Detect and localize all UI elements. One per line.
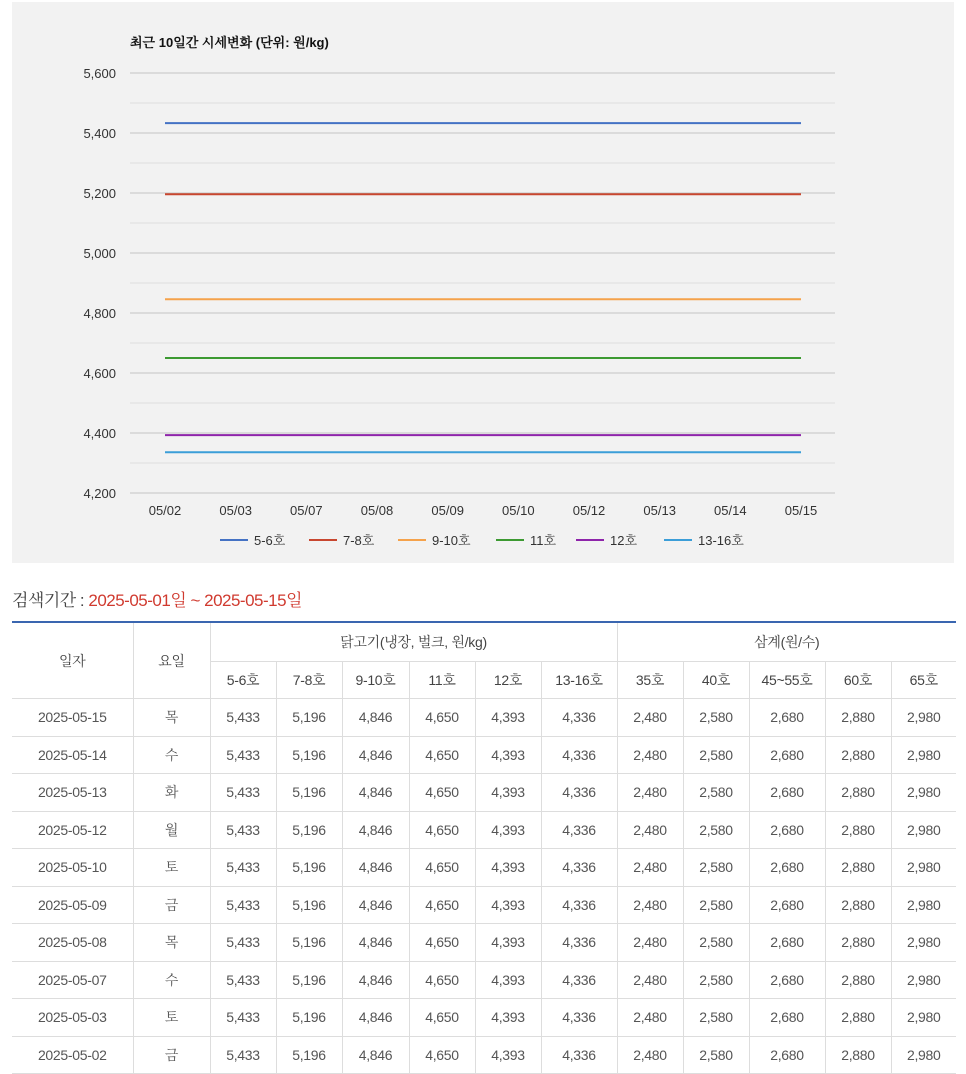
cell-price: 2,880 xyxy=(825,886,891,924)
cell-price: 2,880 xyxy=(825,1036,891,1074)
cell-price: 4,393 xyxy=(475,924,541,962)
cell-price: 4,393 xyxy=(475,774,541,812)
cell-price: 4,846 xyxy=(342,924,409,962)
cell-price: 4,650 xyxy=(409,1036,475,1074)
cell-date: 2025-05-14 xyxy=(12,736,133,774)
table-row xyxy=(12,811,956,849)
price-chart xyxy=(12,2,954,563)
cell-date: 2025-05-02 xyxy=(12,1036,133,1074)
cell-price: 2,980 xyxy=(891,924,956,962)
table-row xyxy=(12,961,956,999)
cell-price: 2,880 xyxy=(825,811,891,849)
cell-price: 5,433 xyxy=(210,886,276,924)
cell-price: 2,480 xyxy=(617,849,683,887)
header-grade: 35호 xyxy=(617,662,683,699)
search-period-range: 2025-05-01일 ~ 2025-05-15일 xyxy=(88,591,302,610)
cell-price: 4,336 xyxy=(541,699,617,737)
x-tick-label: 05/09 xyxy=(431,503,464,518)
cell-price: 5,433 xyxy=(210,999,276,1037)
cell-day: 수 xyxy=(133,736,210,774)
header-grade: 11호 xyxy=(409,662,475,699)
cell-date: 2025-05-10 xyxy=(12,849,133,887)
y-tick-label: 5,400 xyxy=(83,126,116,141)
cell-date: 2025-05-07 xyxy=(12,961,133,999)
cell-price: 5,196 xyxy=(276,811,342,849)
cell-day: 금 xyxy=(133,886,210,924)
y-tick-label: 5,000 xyxy=(83,246,116,261)
cell-price: 5,433 xyxy=(210,811,276,849)
y-tick-label: 5,200 xyxy=(83,186,116,201)
legend-label: 13-16호 xyxy=(698,533,744,548)
header-grade: 7-8호 xyxy=(276,662,342,699)
cell-price: 5,433 xyxy=(210,849,276,887)
cell-price: 4,846 xyxy=(342,699,409,737)
cell-day: 목 xyxy=(133,699,210,737)
cell-price: 5,433 xyxy=(210,961,276,999)
cell-price: 4,650 xyxy=(409,999,475,1037)
header-day: 요일 xyxy=(133,622,210,699)
cell-price: 4,846 xyxy=(342,849,409,887)
chart-title: 최근 10일간 시세변화 (단위: 원/kg) xyxy=(130,35,329,50)
legend-label: 12호 xyxy=(610,533,638,548)
cell-price: 2,480 xyxy=(617,699,683,737)
cell-price: 4,650 xyxy=(409,924,475,962)
cell-price: 2,880 xyxy=(825,849,891,887)
cell-price: 2,880 xyxy=(825,699,891,737)
cell-price: 2,680 xyxy=(749,699,825,737)
cell-price: 4,393 xyxy=(475,1036,541,1074)
price-chart-svg xyxy=(12,2,954,563)
legend-label: 9-10호 xyxy=(432,533,471,548)
cell-price: 2,880 xyxy=(825,999,891,1037)
cell-price: 2,980 xyxy=(891,1036,956,1074)
cell-price: 2,980 xyxy=(891,999,956,1037)
cell-price: 4,393 xyxy=(475,699,541,737)
header-grade: 13-16호 xyxy=(541,662,617,699)
cell-price: 5,433 xyxy=(210,736,276,774)
cell-price: 2,480 xyxy=(617,961,683,999)
cell-price: 4,650 xyxy=(409,736,475,774)
x-tick-label: 05/08 xyxy=(360,503,394,518)
header-grade: 12호 xyxy=(475,662,541,699)
cell-price: 4,846 xyxy=(342,1036,409,1074)
cell-price: 5,433 xyxy=(210,924,276,962)
table-row xyxy=(12,1036,956,1074)
cell-price: 4,650 xyxy=(409,774,475,812)
x-tick-label: 05/10 xyxy=(502,503,535,518)
cell-price: 2,680 xyxy=(749,999,825,1037)
cell-price: 2,580 xyxy=(683,849,749,887)
y-tick-label: 4,600 xyxy=(83,366,116,381)
cell-price: 4,650 xyxy=(409,849,475,887)
cell-price: 5,433 xyxy=(210,699,276,737)
cell-day: 수 xyxy=(133,961,210,999)
header-grade: 60호 xyxy=(825,662,891,699)
cell-price: 4,846 xyxy=(342,999,409,1037)
cell-price: 4,336 xyxy=(541,924,617,962)
cell-price: 2,980 xyxy=(891,961,956,999)
y-tick-label: 4,800 xyxy=(83,306,116,321)
header-chicken-group: 닭고기(냉장, 벌크, 원/kg) xyxy=(210,622,617,662)
cell-price: 2,880 xyxy=(825,924,891,962)
y-tick-label: 5,600 xyxy=(83,66,116,81)
y-tick-label: 4,400 xyxy=(83,426,116,441)
cell-price: 2,580 xyxy=(683,961,749,999)
x-tick-label: 05/07 xyxy=(290,503,323,518)
x-tick-label: 05/14 xyxy=(714,503,747,518)
cell-price: 4,393 xyxy=(475,736,541,774)
cell-price: 2,680 xyxy=(749,924,825,962)
table-row xyxy=(12,849,956,887)
cell-price: 4,336 xyxy=(541,736,617,774)
cell-price: 2,680 xyxy=(749,774,825,812)
cell-date: 2025-05-08 xyxy=(12,924,133,962)
x-tick-label: 05/12 xyxy=(572,503,606,518)
cell-price: 5,196 xyxy=(276,886,342,924)
cell-price: 2,980 xyxy=(891,811,956,849)
cell-price: 4,336 xyxy=(541,999,617,1037)
cell-price: 5,196 xyxy=(276,699,342,737)
cell-price: 2,480 xyxy=(617,999,683,1037)
cell-price: 4,336 xyxy=(541,886,617,924)
cell-price: 5,196 xyxy=(276,774,342,812)
legend-label: 5-6호 xyxy=(254,533,286,548)
cell-price: 5,196 xyxy=(276,961,342,999)
cell-price: 4,650 xyxy=(409,961,475,999)
cell-price: 5,433 xyxy=(210,774,276,812)
cell-price: 2,680 xyxy=(749,736,825,774)
header-grade: 45~55호 xyxy=(749,662,825,699)
cell-price: 2,880 xyxy=(825,774,891,812)
cell-price: 4,393 xyxy=(475,849,541,887)
header-grade: 65호 xyxy=(891,662,956,699)
y-tick-label: 4,200 xyxy=(83,486,116,501)
cell-price: 4,393 xyxy=(475,886,541,924)
cell-day: 토 xyxy=(133,849,210,887)
cell-price: 4,846 xyxy=(342,811,409,849)
cell-price: 2,480 xyxy=(617,1036,683,1074)
cell-price: 4,393 xyxy=(475,961,541,999)
cell-price: 2,680 xyxy=(749,886,825,924)
cell-price: 4,846 xyxy=(342,961,409,999)
cell-day: 화 xyxy=(133,774,210,812)
cell-price: 2,680 xyxy=(749,1036,825,1074)
cell-price: 5,196 xyxy=(276,1036,342,1074)
cell-price: 5,196 xyxy=(276,924,342,962)
table-body xyxy=(12,699,956,1074)
cell-price: 4,650 xyxy=(409,886,475,924)
table-row xyxy=(12,886,956,924)
legend-label: 11호 xyxy=(530,533,557,548)
cell-price: 4,393 xyxy=(475,811,541,849)
cell-price: 2,580 xyxy=(683,924,749,962)
table-row xyxy=(12,999,956,1037)
header-samgye-group: 삼계(원/수) xyxy=(617,622,956,662)
cell-date: 2025-05-15 xyxy=(12,699,133,737)
cell-day: 월 xyxy=(133,811,210,849)
cell-price: 2,480 xyxy=(617,774,683,812)
cell-day: 금 xyxy=(133,1036,210,1074)
cell-price: 2,480 xyxy=(617,924,683,962)
cell-price: 2,480 xyxy=(617,886,683,924)
x-tick-label: 05/02 xyxy=(148,503,182,518)
price-table xyxy=(12,621,956,1074)
search-period-label: 검색기간 : xyxy=(12,591,89,610)
cell-price: 2,580 xyxy=(683,736,749,774)
cell-price: 2,580 xyxy=(683,886,749,924)
cell-price: 4,336 xyxy=(541,961,617,999)
cell-price: 2,680 xyxy=(749,961,825,999)
cell-price: 2,580 xyxy=(683,811,749,849)
header-date: 일자 xyxy=(12,622,133,699)
x-tick-label: 05/15 xyxy=(784,503,818,518)
cell-price: 4,650 xyxy=(409,811,475,849)
cell-price: 5,196 xyxy=(276,736,342,774)
cell-price: 2,580 xyxy=(683,699,749,737)
cell-price: 2,580 xyxy=(683,999,749,1037)
legend-label: 7-8호 xyxy=(343,533,375,548)
table-row xyxy=(12,774,956,812)
cell-price: 2,980 xyxy=(891,736,956,774)
x-tick-label: 05/13 xyxy=(643,503,676,518)
x-tick-label: 05/03 xyxy=(219,503,252,518)
cell-price: 2,980 xyxy=(891,849,956,887)
cell-price: 2,680 xyxy=(749,811,825,849)
cell-day: 목 xyxy=(133,924,210,962)
header-grade: 40호 xyxy=(683,662,749,699)
cell-price: 2,880 xyxy=(825,736,891,774)
cell-price: 4,393 xyxy=(475,999,541,1037)
cell-date: 2025-05-12 xyxy=(12,811,133,849)
cell-price: 2,980 xyxy=(891,774,956,812)
cell-price: 4,650 xyxy=(409,699,475,737)
cell-price: 4,336 xyxy=(541,849,617,887)
cell-price: 2,580 xyxy=(683,1036,749,1074)
cell-price: 4,846 xyxy=(342,886,409,924)
cell-price: 5,196 xyxy=(276,849,342,887)
cell-price: 2,480 xyxy=(617,811,683,849)
cell-price: 2,580 xyxy=(683,774,749,812)
cell-price: 4,336 xyxy=(541,774,617,812)
cell-price: 4,846 xyxy=(342,736,409,774)
cell-price: 2,980 xyxy=(891,886,956,924)
table-header-group-row xyxy=(12,622,956,662)
cell-price: 2,880 xyxy=(825,961,891,999)
table-row xyxy=(12,924,956,962)
cell-price: 4,336 xyxy=(541,811,617,849)
header-grade: 9-10호 xyxy=(342,662,409,699)
cell-date: 2025-05-13 xyxy=(12,774,133,812)
cell-price: 2,980 xyxy=(891,699,956,737)
table-row xyxy=(12,699,956,737)
cell-price: 5,433 xyxy=(210,1036,276,1074)
cell-date: 2025-05-09 xyxy=(12,886,133,924)
search-period xyxy=(12,586,302,611)
cell-price: 5,196 xyxy=(276,999,342,1037)
cell-price: 2,680 xyxy=(749,849,825,887)
cell-price: 4,336 xyxy=(541,1036,617,1074)
cell-price: 2,480 xyxy=(617,736,683,774)
table-row xyxy=(12,736,956,774)
cell-price: 4,846 xyxy=(342,774,409,812)
cell-date: 2025-05-03 xyxy=(12,999,133,1037)
cell-day: 토 xyxy=(133,999,210,1037)
header-grade: 5-6호 xyxy=(210,662,276,699)
